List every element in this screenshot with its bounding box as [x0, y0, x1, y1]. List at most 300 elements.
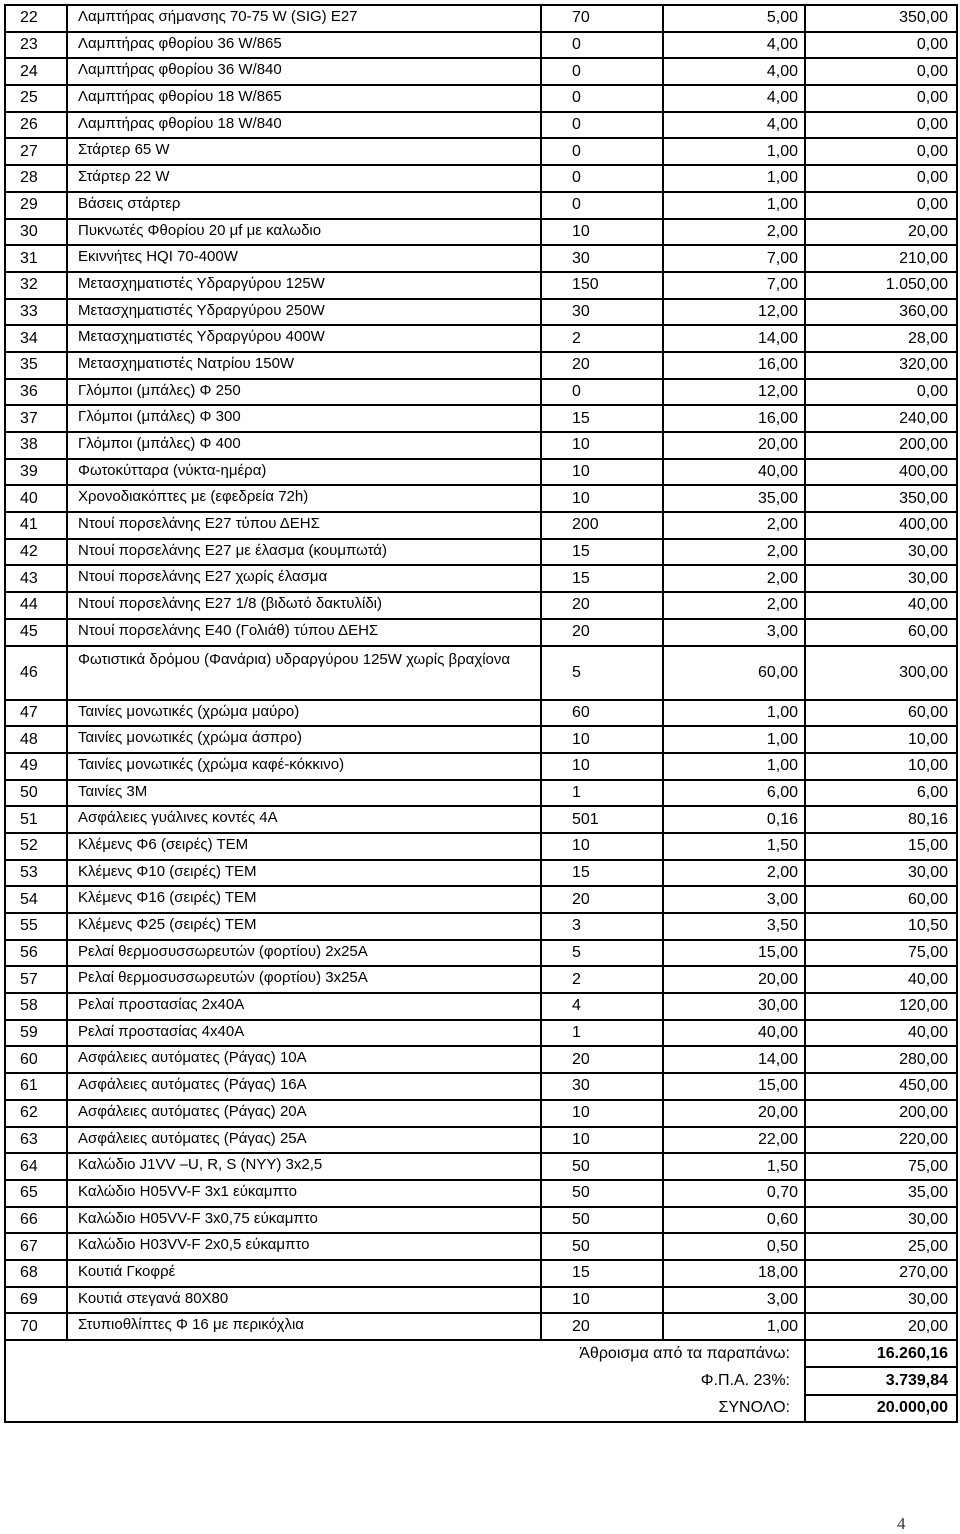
item-number: 44 — [5, 592, 67, 619]
item-total: 40,00 — [805, 1020, 957, 1047]
table-row — [5, 58, 957, 85]
table-row — [5, 1180, 957, 1207]
item-total: 0,00 — [805, 379, 957, 406]
table-row — [5, 379, 957, 406]
item-unit-price: 7,00 — [663, 245, 805, 272]
item-total: 60,00 — [805, 619, 957, 646]
item-number: 34 — [5, 325, 67, 352]
item-total: 350,00 — [805, 485, 957, 512]
item-description: Κουτιά Γκοφρέ — [67, 1260, 541, 1287]
item-total: 60,00 — [805, 700, 957, 727]
item-number: 64 — [5, 1153, 67, 1180]
item-unit-price: 4,00 — [663, 112, 805, 139]
item-number: 36 — [5, 379, 67, 406]
table-row — [5, 1073, 957, 1100]
summary-spacer — [5, 1340, 541, 1367]
item-description: Ντουί πορσελάνης Ε27 χωρίς έλασμα — [67, 565, 541, 592]
item-number: 70 — [5, 1313, 67, 1340]
item-unit-price: 60,00 — [663, 646, 805, 700]
table-row — [5, 165, 957, 192]
summary-value: 16.260,16 — [805, 1340, 957, 1367]
item-number: 33 — [5, 299, 67, 326]
item-number: 26 — [5, 112, 67, 139]
item-quantity: 10 — [541, 1100, 663, 1127]
item-number: 24 — [5, 58, 67, 85]
item-number: 53 — [5, 860, 67, 887]
item-total: 280,00 — [805, 1046, 957, 1073]
item-description: Φωτιστικά δρόμου (Φανάρια) υδραργύρου 125W χωρίς βραχίονα — [67, 646, 541, 700]
item-description: Πυκνωτές Φθορίου 20 μf με καλωδιο — [67, 219, 541, 246]
item-description: Γλόμποι (μπάλες) Φ 300 — [67, 405, 541, 432]
item-quantity: 5 — [541, 940, 663, 967]
item-quantity: 1 — [541, 780, 663, 807]
item-number: 51 — [5, 806, 67, 833]
item-unit-price: 1,00 — [663, 726, 805, 753]
item-number: 62 — [5, 1100, 67, 1127]
item-quantity: 15 — [541, 539, 663, 566]
item-unit-price: 1,00 — [663, 138, 805, 165]
table-body — [5, 5, 957, 1422]
item-description: Λαμπτήρας φθορίου 18 W/840 — [67, 112, 541, 139]
item-number: 37 — [5, 405, 67, 432]
item-unit-price: 3,00 — [663, 619, 805, 646]
item-total: 1.050,00 — [805, 272, 957, 299]
item-total: 10,00 — [805, 753, 957, 780]
item-total: 0,00 — [805, 32, 957, 59]
item-description: Ταινίες 3Μ — [67, 780, 541, 807]
item-number: 61 — [5, 1073, 67, 1100]
item-quantity: 50 — [541, 1207, 663, 1234]
table-row — [5, 299, 957, 326]
item-total: 30,00 — [805, 1207, 957, 1234]
item-unit-price: 1,00 — [663, 165, 805, 192]
item-number: 35 — [5, 352, 67, 379]
item-unit-price: 15,00 — [663, 940, 805, 967]
item-description: Ντουί πορσελάνης Ε27 με έλασμα (κουμπωτά) — [67, 539, 541, 566]
table-row — [5, 700, 957, 727]
table-row — [5, 1127, 957, 1154]
item-number: 32 — [5, 272, 67, 299]
item-unit-price: 7,00 — [663, 272, 805, 299]
item-unit-price: 5,00 — [663, 5, 805, 32]
item-quantity: 5 — [541, 646, 663, 700]
item-total: 75,00 — [805, 1153, 957, 1180]
item-quantity: 501 — [541, 806, 663, 833]
item-number: 25 — [5, 85, 67, 112]
item-quantity: 15 — [541, 860, 663, 887]
item-description: Ταινίες μονωτικές (χρώμα καφέ-κόκκινο) — [67, 753, 541, 780]
item-quantity: 20 — [541, 592, 663, 619]
item-total: 75,00 — [805, 940, 957, 967]
item-number: 40 — [5, 485, 67, 512]
item-total: 360,00 — [805, 299, 957, 326]
item-unit-price: 1,50 — [663, 1153, 805, 1180]
item-quantity: 10 — [541, 753, 663, 780]
item-description: Εκιννήτες HQI 70-400W — [67, 245, 541, 272]
item-description: Λαμπτήρας φθορίου 36 W/840 — [67, 58, 541, 85]
item-quantity: 10 — [541, 1287, 663, 1314]
item-description: Ταινίες μονωτικές (χρώμα άσπρο) — [67, 726, 541, 753]
price-table — [4, 4, 958, 1423]
item-quantity: 0 — [541, 138, 663, 165]
table-row — [5, 272, 957, 299]
item-description: Κλέμενς Φ6 (σειρές) ΤΕΜ — [67, 833, 541, 860]
item-total: 200,00 — [805, 1100, 957, 1127]
item-total: 0,00 — [805, 192, 957, 219]
table-row — [5, 432, 957, 459]
item-description: Καλώδιο H03VV-F 2x0,5 εύκαμπτο — [67, 1233, 541, 1260]
item-number: 47 — [5, 700, 67, 727]
item-description: Ντουί πορσελάνης Ε40 (Γολιάθ) τύπου ΔΕΗΣ — [67, 619, 541, 646]
item-description: Ασφάλειες αυτόματες (Ράγας) 10Α — [67, 1046, 541, 1073]
item-unit-price: 4,00 — [663, 32, 805, 59]
item-description: Ασφάλειες αυτόματες (Ράγας) 20Α — [67, 1100, 541, 1127]
item-unit-price: 1,00 — [663, 1313, 805, 1340]
item-quantity: 0 — [541, 32, 663, 59]
table-row — [5, 1313, 957, 1340]
item-quantity: 70 — [541, 5, 663, 32]
item-number: 39 — [5, 459, 67, 486]
item-description: Μετασχηματιστές Υδραργύρου 125W — [67, 272, 541, 299]
item-quantity: 20 — [541, 619, 663, 646]
item-quantity: 2 — [541, 325, 663, 352]
item-total: 10,00 — [805, 726, 957, 753]
table-row — [5, 1100, 957, 1127]
item-unit-price: 0,16 — [663, 806, 805, 833]
table-row — [5, 325, 957, 352]
table-row — [5, 1046, 957, 1073]
item-number: 43 — [5, 565, 67, 592]
item-description: Κλέμενς Φ25 (σειρές) ΤΕΜ — [67, 913, 541, 940]
item-description: Καλώδιο H05VV-F 3x0,75 εύκαμπτο — [67, 1207, 541, 1234]
item-number: 52 — [5, 833, 67, 860]
item-unit-price: 12,00 — [663, 379, 805, 406]
item-total: 300,00 — [805, 646, 957, 700]
item-description: Χρονοδιακόπτες με (εφεδρεία 72h) — [67, 485, 541, 512]
item-quantity: 15 — [541, 1260, 663, 1287]
item-total: 20,00 — [805, 1313, 957, 1340]
item-description: Μετασχηματιστές Υδραργύρου 250W — [67, 299, 541, 326]
item-quantity: 30 — [541, 245, 663, 272]
table-row — [5, 405, 957, 432]
item-description: Ασφάλειες αυτόματες (Ράγας) 16Α — [67, 1073, 541, 1100]
item-total: 6,00 — [805, 780, 957, 807]
item-number: 48 — [5, 726, 67, 753]
item-quantity: 20 — [541, 1046, 663, 1073]
item-unit-price: 35,00 — [663, 485, 805, 512]
item-description: Μετασχηματιστές Υδραργύρου 400W — [67, 325, 541, 352]
item-number: 27 — [5, 138, 67, 165]
item-quantity: 10 — [541, 459, 663, 486]
table-row — [5, 1207, 957, 1234]
item-description: Στυπιοθλίπτες Φ 16 με περικόχλια — [67, 1313, 541, 1340]
item-quantity: 1 — [541, 1020, 663, 1047]
item-unit-price: 12,00 — [663, 299, 805, 326]
table-row — [5, 886, 957, 913]
item-description: Ρελαί προστασίας 2x40A — [67, 993, 541, 1020]
table-row — [5, 539, 957, 566]
item-number: 23 — [5, 32, 67, 59]
summary-label: ΣΥΝΟΛΟ: — [541, 1395, 805, 1422]
item-unit-price: 4,00 — [663, 58, 805, 85]
item-total: 30,00 — [805, 539, 957, 566]
table-row — [5, 138, 957, 165]
item-description: Καλώδιο J1VV –U, R, S (NYY) 3x2,5 — [67, 1153, 541, 1180]
item-unit-price: 2,00 — [663, 219, 805, 246]
item-quantity: 20 — [541, 1313, 663, 1340]
item-total: 30,00 — [805, 860, 957, 887]
item-description: Μετασχηματιστές Νατρίου 150W — [67, 352, 541, 379]
item-description: Ρελαί θερμοσυσσωρευτών (φορτίου) 3x25A — [67, 966, 541, 993]
table-row — [5, 1260, 957, 1287]
table-row — [5, 646, 957, 700]
item-quantity: 10 — [541, 833, 663, 860]
summary-row — [5, 1340, 957, 1367]
item-unit-price: 1,00 — [663, 700, 805, 727]
summary-row — [5, 1367, 957, 1394]
summary-row — [5, 1395, 957, 1422]
item-description: Βάσεις στάρτερ — [67, 192, 541, 219]
item-total: 40,00 — [805, 592, 957, 619]
summary-label: Φ.Π.Α. 23%: — [700, 1371, 790, 1389]
item-description: Ρελαί προστασίας 4x40A — [67, 1020, 541, 1047]
item-unit-price: 14,00 — [663, 1046, 805, 1073]
item-description: Γλόμποι (μπάλες) Φ 400 — [67, 432, 541, 459]
item-unit-price: 15,00 — [663, 1073, 805, 1100]
item-number: 56 — [5, 940, 67, 967]
item-total: 400,00 — [805, 459, 957, 486]
summary-spacer — [5, 1395, 541, 1422]
item-total: 25,00 — [805, 1233, 957, 1260]
item-quantity: 60 — [541, 700, 663, 727]
item-quantity: 10 — [541, 726, 663, 753]
item-description: Λαμπτήρας φθορίου 18 W/865 — [67, 85, 541, 112]
table-row — [5, 485, 957, 512]
item-total: 240,00 — [805, 405, 957, 432]
item-description: Ταινίες μονωτικές (χρώμα μαύρο) — [67, 700, 541, 727]
item-unit-price: 20,00 — [663, 966, 805, 993]
item-number: 65 — [5, 1180, 67, 1207]
item-unit-price: 0,60 — [663, 1207, 805, 1234]
item-description: Ρελαί θερμοσυσσωρευτών (φορτίου) 2x25A — [67, 940, 541, 967]
item-total: 200,00 — [805, 432, 957, 459]
item-unit-price: 40,00 — [663, 459, 805, 486]
table-row — [5, 32, 957, 59]
item-unit-price: 20,00 — [663, 1100, 805, 1127]
item-number: 29 — [5, 192, 67, 219]
table-row — [5, 219, 957, 246]
item-unit-price: 2,00 — [663, 512, 805, 539]
item-quantity: 15 — [541, 405, 663, 432]
item-total: 0,00 — [805, 138, 957, 165]
summary-label: Άθροισμα από τα παραπάνω: — [579, 1345, 790, 1363]
item-description: Λαμπτήρας σήμανσης 70-75 W (SIG) E27 — [67, 5, 541, 32]
item-quantity: 10 — [541, 432, 663, 459]
item-description: Γλόμποι (μπάλες) Φ 250 — [67, 379, 541, 406]
table-row — [5, 860, 957, 887]
item-description: Καλώδιο H05VV-F 3x1 εύκαμπτο — [67, 1180, 541, 1207]
item-total: 0,00 — [805, 165, 957, 192]
summary-spacer — [5, 1367, 541, 1394]
item-quantity: 0 — [541, 379, 663, 406]
item-total: 60,00 — [805, 886, 957, 913]
item-total: 320,00 — [805, 352, 957, 379]
item-total: 28,00 — [805, 325, 957, 352]
item-quantity: 150 — [541, 272, 663, 299]
table-row — [5, 592, 957, 619]
table-row — [5, 112, 957, 139]
item-number: 42 — [5, 539, 67, 566]
summary-value: 3.739,84 — [805, 1367, 957, 1394]
item-total: 10,50 — [805, 913, 957, 940]
item-quantity: 2 — [541, 966, 663, 993]
item-unit-price: 30,00 — [663, 993, 805, 1020]
item-unit-price: 2,00 — [663, 565, 805, 592]
item-description: Στάρτερ 22 W — [67, 165, 541, 192]
table-row — [5, 619, 957, 646]
item-total: 40,00 — [805, 966, 957, 993]
table-row — [5, 726, 957, 753]
item-number: 22 — [5, 5, 67, 32]
item-total: 0,00 — [805, 112, 957, 139]
item-unit-price: 20,00 — [663, 432, 805, 459]
item-number: 59 — [5, 1020, 67, 1047]
item-unit-price: 1,00 — [663, 192, 805, 219]
item-number: 31 — [5, 245, 67, 272]
table-row — [5, 245, 957, 272]
item-total: 220,00 — [805, 1127, 957, 1154]
item-total: 210,00 — [805, 245, 957, 272]
item-unit-price: 1,00 — [663, 753, 805, 780]
item-number: 41 — [5, 512, 67, 539]
table-row — [5, 1153, 957, 1180]
item-description: Κλέμενς Φ10 (σειρές) ΤΕΜ — [67, 860, 541, 887]
item-number: 69 — [5, 1287, 67, 1314]
item-quantity: 0 — [541, 85, 663, 112]
table-row — [5, 993, 957, 1020]
item-quantity: 4 — [541, 993, 663, 1020]
table-row — [5, 940, 957, 967]
item-unit-price: 18,00 — [663, 1260, 805, 1287]
item-number: 55 — [5, 913, 67, 940]
item-total: 15,00 — [805, 833, 957, 860]
item-description: Ασφάλειες γυάλινες κοντές 4Α — [67, 806, 541, 833]
item-total: 0,00 — [805, 85, 957, 112]
item-total: 0,00 — [805, 58, 957, 85]
item-total: 450,00 — [805, 1073, 957, 1100]
item-total: 30,00 — [805, 565, 957, 592]
summary-value: 20.000,00 — [805, 1395, 957, 1422]
item-quantity: 30 — [541, 1073, 663, 1100]
table-row — [5, 913, 957, 940]
item-quantity: 15 — [541, 565, 663, 592]
item-description: Κλέμενς Φ16 (σειρές) ΤΕΜ — [67, 886, 541, 913]
table-row — [5, 1020, 957, 1047]
item-number: 67 — [5, 1233, 67, 1260]
table-row — [5, 780, 957, 807]
item-unit-price: 6,00 — [663, 780, 805, 807]
item-unit-price: 16,00 — [663, 405, 805, 432]
item-unit-price: 2,00 — [663, 860, 805, 887]
item-unit-price: 2,00 — [663, 592, 805, 619]
item-total: 120,00 — [805, 993, 957, 1020]
item-description: Κουτιά στεγανά 80Χ80 — [67, 1287, 541, 1314]
table-row — [5, 352, 957, 379]
item-quantity: 20 — [541, 352, 663, 379]
item-description: Φωτοκύτταρα (νύκτα-ημέρα) — [67, 459, 541, 486]
item-description: Στάρτερ 65 W — [67, 138, 541, 165]
item-unit-price: 0,70 — [663, 1180, 805, 1207]
item-unit-price: 3,00 — [663, 886, 805, 913]
item-quantity: 50 — [541, 1233, 663, 1260]
table-row — [5, 5, 957, 32]
table-row — [5, 806, 957, 833]
item-quantity: 10 — [541, 485, 663, 512]
item-total: 35,00 — [805, 1180, 957, 1207]
table-row — [5, 833, 957, 860]
item-number: 38 — [5, 432, 67, 459]
item-unit-price: 3,00 — [663, 1287, 805, 1314]
item-quantity: 10 — [541, 1127, 663, 1154]
item-quantity: 10 — [541, 219, 663, 246]
item-unit-price: 22,00 — [663, 1127, 805, 1154]
item-total: 350,00 — [805, 5, 957, 32]
item-number: 28 — [5, 165, 67, 192]
item-unit-price: 1,50 — [663, 833, 805, 860]
item-quantity: 3 — [541, 913, 663, 940]
item-quantity: 50 — [541, 1180, 663, 1207]
item-quantity: 0 — [541, 112, 663, 139]
item-total: 20,00 — [805, 219, 957, 246]
item-unit-price: 3,50 — [663, 913, 805, 940]
item-quantity: 0 — [541, 58, 663, 85]
item-unit-price: 0,50 — [663, 1233, 805, 1260]
table-row — [5, 966, 957, 993]
item-unit-price: 16,00 — [663, 352, 805, 379]
item-quantity: 30 — [541, 299, 663, 326]
price-table-container — [4, 4, 956, 1423]
item-unit-price: 40,00 — [663, 1020, 805, 1047]
item-total: 80,16 — [805, 806, 957, 833]
table-row — [5, 192, 957, 219]
item-number: 49 — [5, 753, 67, 780]
item-number: 68 — [5, 1260, 67, 1287]
item-quantity: 20 — [541, 886, 663, 913]
item-number: 46 — [5, 646, 67, 700]
table-row — [5, 753, 957, 780]
item-description: Ντουί πορσελάνης Ε27 1/8 (βιδωτό δακτυλίδι) — [67, 592, 541, 619]
item-number: 45 — [5, 619, 67, 646]
item-number: 50 — [5, 780, 67, 807]
item-number: 57 — [5, 966, 67, 993]
table-row — [5, 1233, 957, 1260]
item-number: 66 — [5, 1207, 67, 1234]
item-number: 58 — [5, 993, 67, 1020]
item-unit-price: 2,00 — [663, 539, 805, 566]
item-quantity: 0 — [541, 165, 663, 192]
item-quantity: 50 — [541, 1153, 663, 1180]
item-total: 400,00 — [805, 512, 957, 539]
item-quantity: 0 — [541, 192, 663, 219]
item-total: 270,00 — [805, 1260, 957, 1287]
table-row — [5, 565, 957, 592]
table-row — [5, 459, 957, 486]
table-row — [5, 85, 957, 112]
item-number: 63 — [5, 1127, 67, 1154]
item-quantity: 200 — [541, 512, 663, 539]
item-number: 60 — [5, 1046, 67, 1073]
page-number: 4 — [897, 1514, 906, 1533]
